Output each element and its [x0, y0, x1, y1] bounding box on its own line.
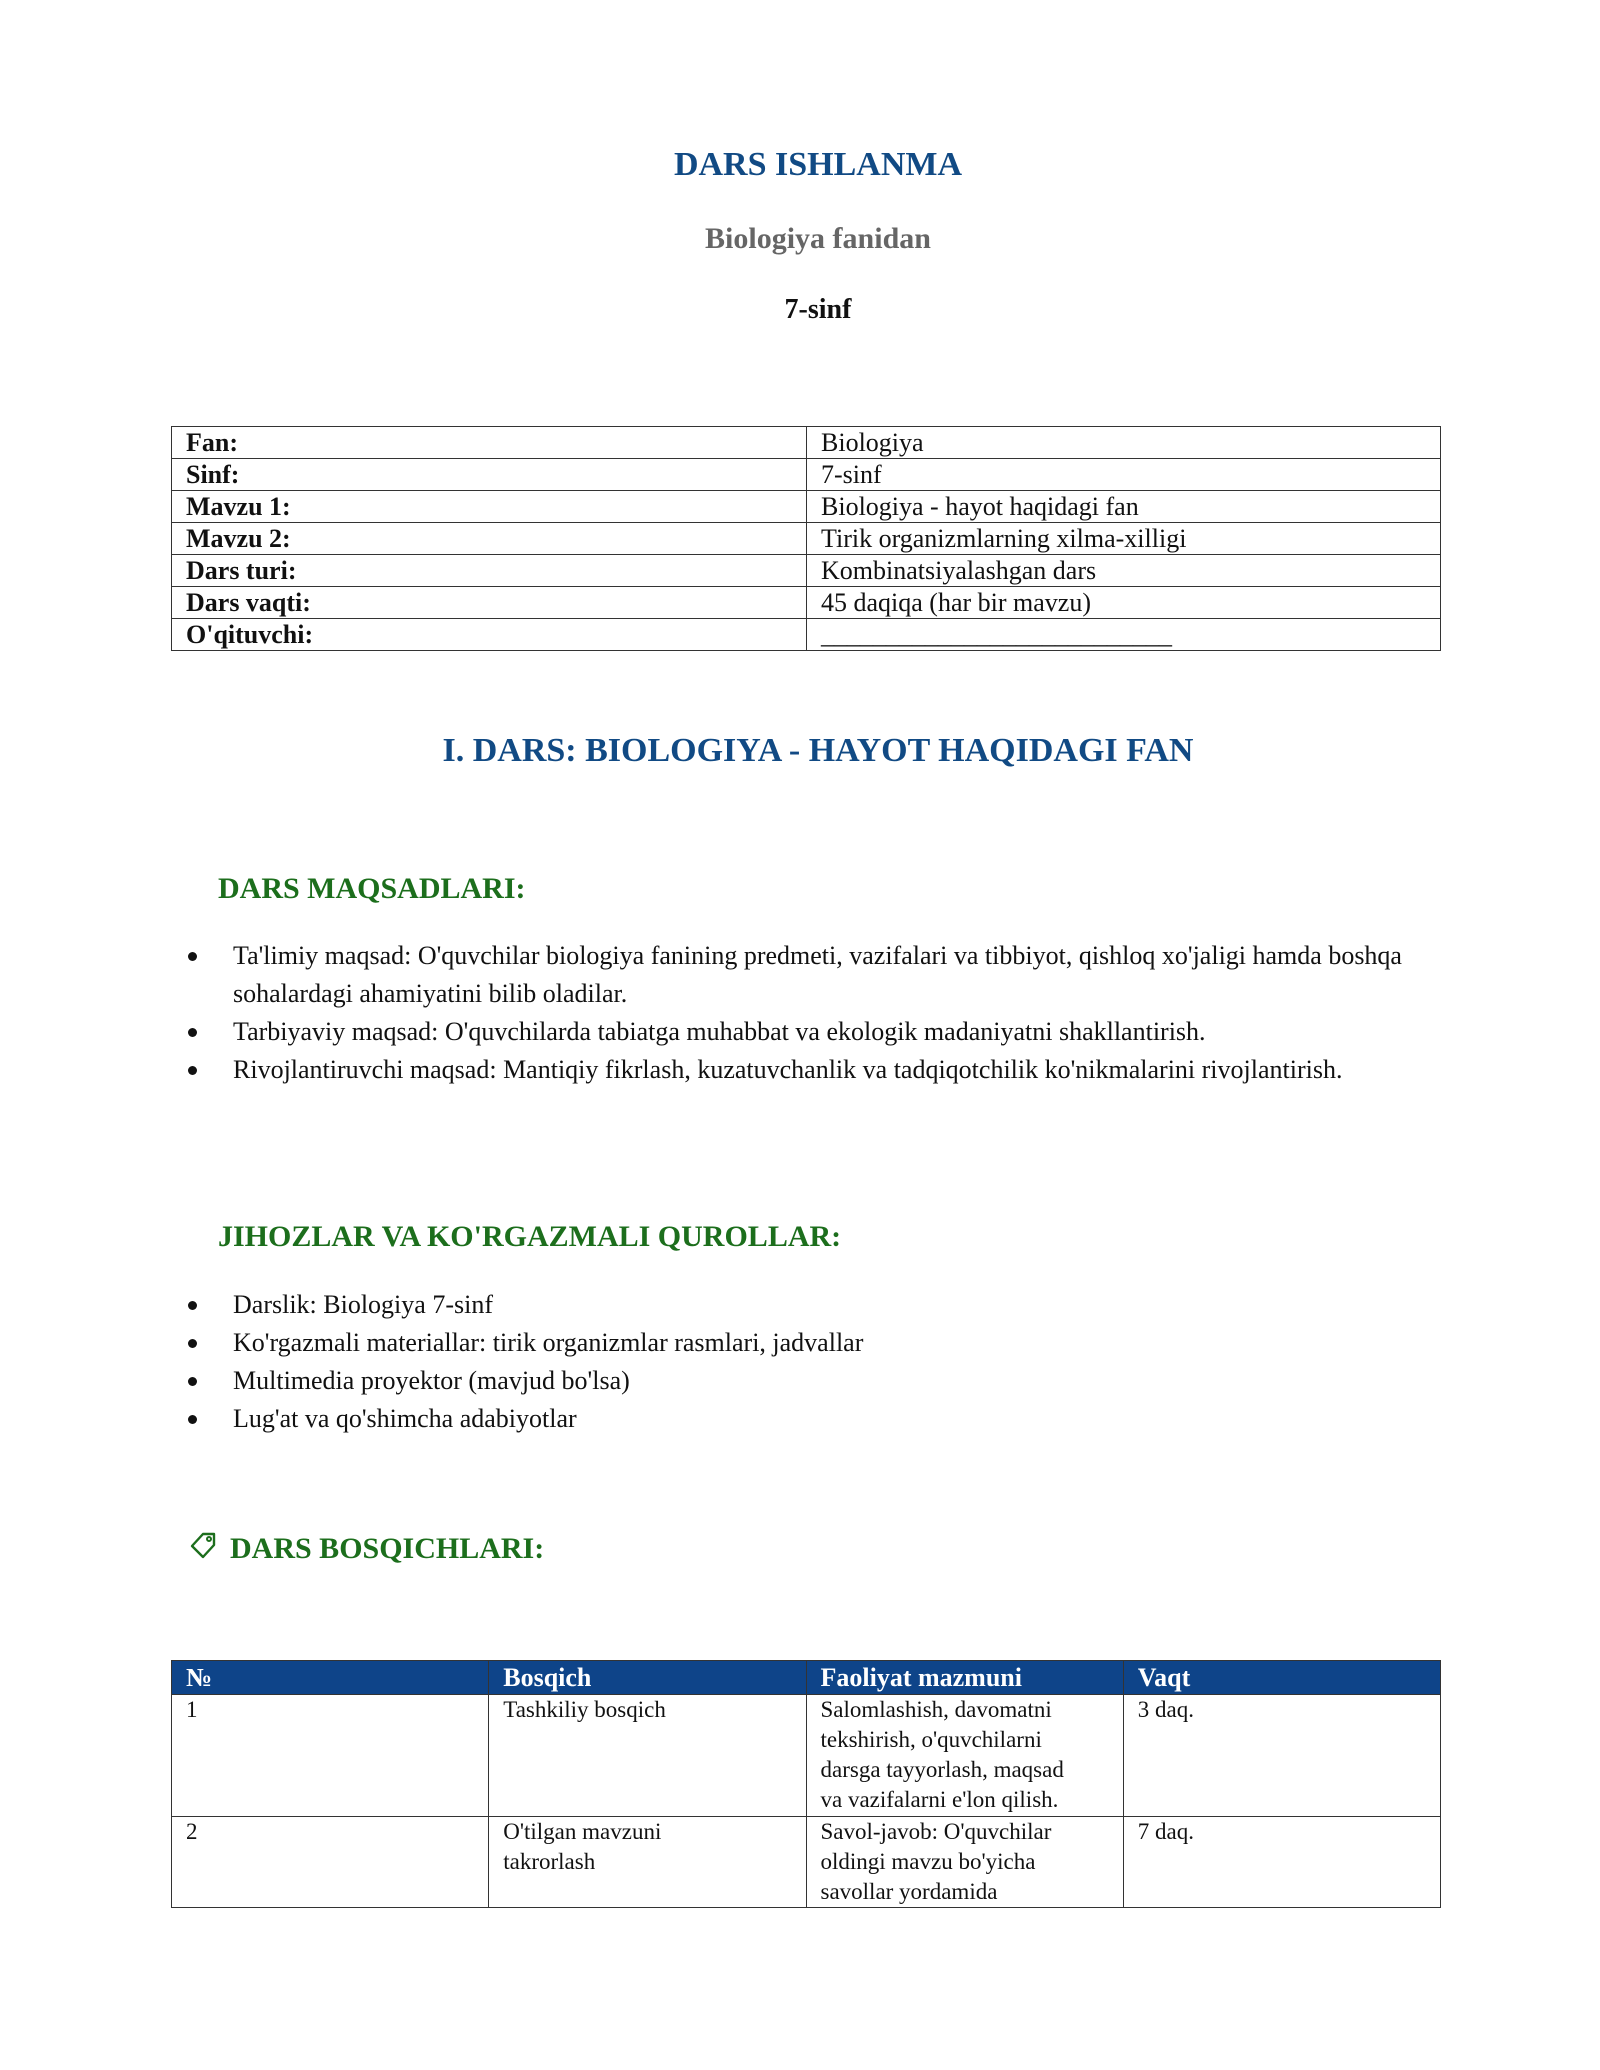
goals-list [188, 937, 1448, 1089]
info-value: Biologiya - hayot haqidagi fan [807, 491, 1441, 523]
equipment-list [188, 1286, 1448, 1438]
column-header: № [172, 1661, 489, 1695]
stage-name-line: O'tilgan mavzuni [503, 1819, 662, 1844]
stage-name [489, 1817, 806, 1908]
info-key: Fan: [172, 427, 807, 459]
info-row [172, 491, 1441, 523]
info-row [172, 459, 1441, 491]
stage-name-line: takrorlash [503, 1849, 596, 1874]
table-header-row [172, 1661, 1441, 1695]
stage-number: 2 [172, 1817, 489, 1908]
list-item: Lug'at va qo'shimcha adabiyotlar [188, 1400, 1448, 1438]
stage-name: Tashkiliy bosqich [489, 1695, 806, 1817]
goals-heading: DARS MAQSADLARI: [218, 872, 526, 905]
info-value: ___________________________ [807, 619, 1441, 651]
list-item: Darslik: Biologiya 7-sinf [188, 1286, 1448, 1324]
stage-time: 7 daq. [1123, 1817, 1440, 1908]
tag-icon [188, 1530, 218, 1568]
list-item: Multimedia proyektor (mavjud bo'lsa) [188, 1362, 1448, 1400]
equipment-heading: JIHOZLAR VA KO'RGAZMALI QUROLLAR: [218, 1220, 842, 1253]
info-row [172, 523, 1441, 555]
lesson-info-table [171, 426, 1441, 651]
activity-line: Salomlashish, davomatni [820, 1697, 1052, 1722]
info-value: Biologiya [807, 427, 1441, 459]
list-item: Tarbiyaviy maqsad: O'quvchilarda tabiatga muhabbat va ekologik madaniyatni shakllantirish. [188, 1013, 1448, 1051]
info-row [172, 555, 1441, 587]
info-key: Dars vaqti: [172, 587, 807, 619]
list-item: Rivojlantiruvchi maqsad: Mantiqiy fikrlash, kuzatuvchanlik va tadqiqotchilik ko'nikmalarini rivojlantirish. [188, 1051, 1448, 1089]
document-grade: 7-sinf [784, 294, 852, 325]
info-value: 45 daqiqa (har bir mavzu) [807, 587, 1441, 619]
lesson-title: I. DARS: BIOLOGIYA - HAYOT HAQIDAGI FAN [442, 732, 1194, 769]
list-item: Ko'rgazmali materiallar: tirik organizmlar rasmlari, jadvallar [188, 1324, 1448, 1362]
info-row [172, 587, 1441, 619]
stage-number: 1 [172, 1695, 489, 1817]
stages-heading-row [188, 1530, 544, 1568]
activity-line: savollar yordamida [820, 1879, 998, 1904]
stage-activity [806, 1817, 1123, 1908]
info-key: Dars turi: [172, 555, 807, 587]
column-header: Vaqt [1123, 1661, 1440, 1695]
table-row [172, 1817, 1441, 1908]
activity-line: Savol-javob: O'quvchilar [820, 1819, 1052, 1844]
table-row [172, 1695, 1441, 1817]
column-header: Faoliyat mazmuni [806, 1661, 1123, 1695]
info-key: O'qituvchi: [172, 619, 807, 651]
info-key: Mavzu 1: [172, 491, 807, 523]
document-subject: Biologiya fanidan [705, 222, 931, 255]
lesson-stages-table [171, 1660, 1441, 1908]
activity-line: tekshirish, o'quvchilarni [820, 1727, 1042, 1752]
info-value: 7-sinf [807, 459, 1441, 491]
info-row [172, 427, 1441, 459]
document-title: DARS ISHLANMA [673, 146, 963, 183]
info-key: Mavzu 2: [172, 523, 807, 555]
column-header: Bosqich [489, 1661, 806, 1695]
info-value: Tirik organizmlarning xilma-xilligi [807, 523, 1441, 555]
stage-time: 3 daq. [1123, 1695, 1440, 1817]
activity-line: va vazifalarni e'lon qilish. [820, 1787, 1059, 1812]
activity-line: oldingi mavzu bo'yicha [820, 1849, 1036, 1874]
list-item: Ta'limiy maqsad: O'quvchilar biologiya fanining predmeti, vazifalari va tibbiyot, qishloq xo'jaligi hamda boshqa sohalardagi ahamiyatini bilib oladilar. [188, 937, 1448, 1013]
activity-line: darsga tayyorlash, maqsad [820, 1757, 1064, 1782]
info-row [172, 619, 1441, 651]
stages-heading: DARS BOSQICHLARI: [230, 1532, 545, 1565]
info-value: Kombinatsiyalashgan dars [807, 555, 1441, 587]
info-key: Sinf: [172, 459, 807, 491]
stage-activity [806, 1695, 1123, 1817]
